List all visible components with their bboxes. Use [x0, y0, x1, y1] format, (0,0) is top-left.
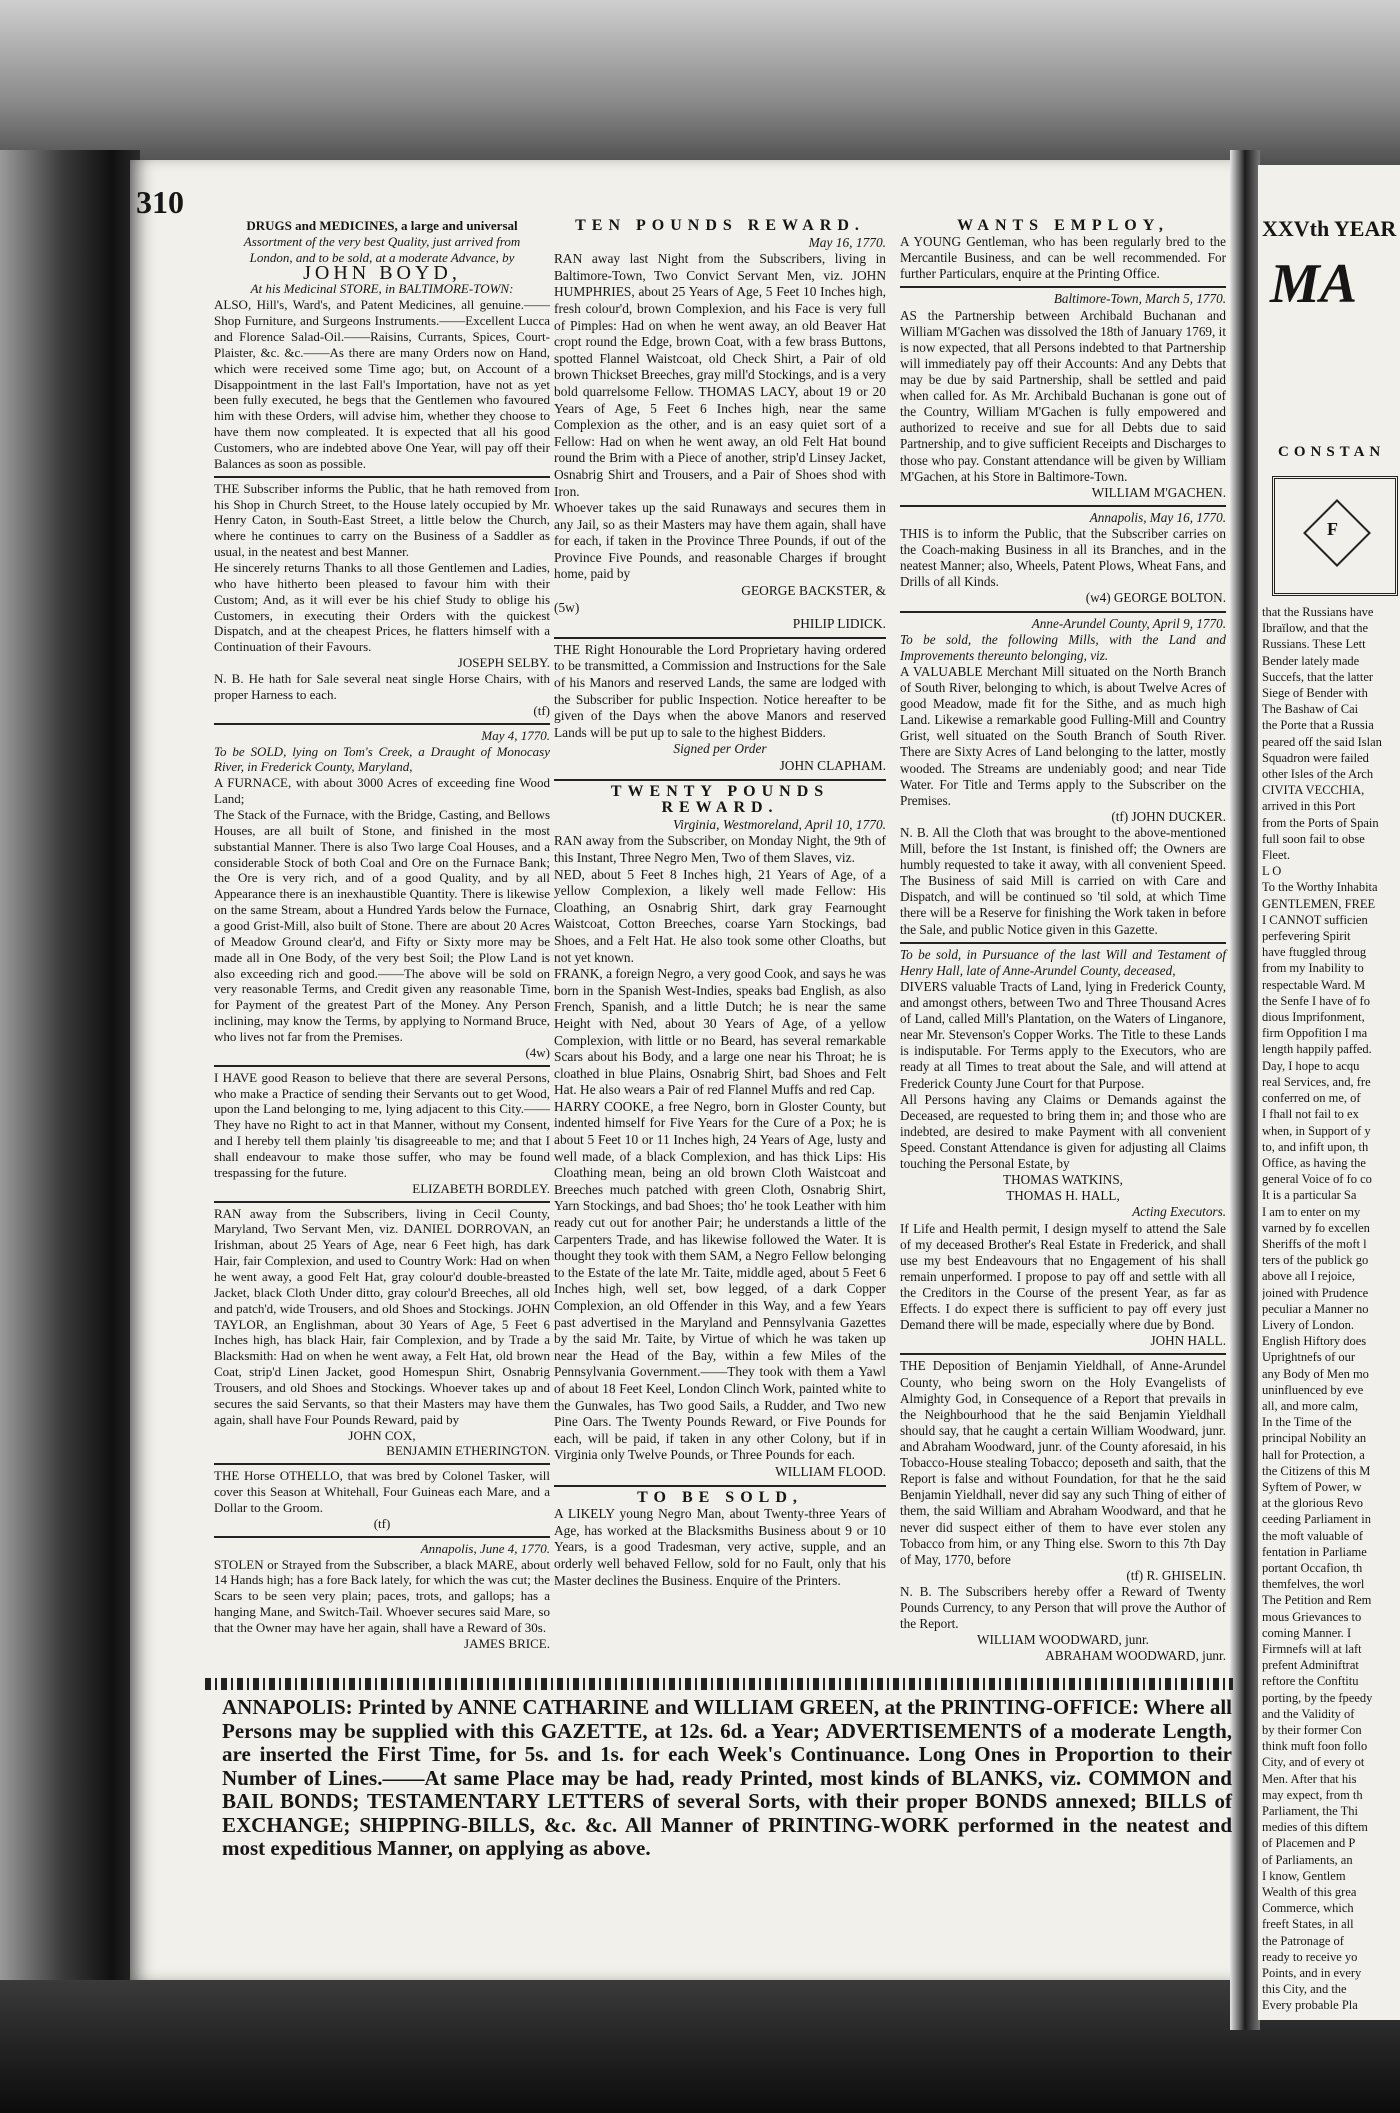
facing-page-title: MA	[1270, 253, 1358, 315]
facing-page-line: ceeding Parliament in	[1262, 1512, 1371, 1527]
facing-page-line: hall for Protection, a	[1262, 1447, 1365, 1462]
wants-body: A YOUNG Gentleman, who has been regularly bred to the Mercantile Business, and can be well recommended. For further Particulars, enquire at the Printing Office.	[900, 234, 1226, 282]
selby-code: (tf)	[533, 702, 550, 718]
twenty-ned: NED, about 5 Feet 8 Inches high, 21 Years of Age, of a yellow Complexion, a likely well made Fellow: His Cloathing, an Osnabrig Shirt, dark gray Fearnought Waistcoat, Cotton Breeches, coarse Yarn Stockings, bad Shoes, and a Felt Hat. He also took some other Cloaths, but not yet known.	[554, 866, 886, 965]
rule	[554, 779, 886, 781]
column-2	[554, 218, 886, 1593]
yieldhall-body: THE Deposition of Benjamin Yieldhall, of Anne-Arundel County, who being sworn on the Holy Evangelists of Almighty God, in Consequence of a Report that prevails in the Neighbourhood that he the said Benjamin Yieldhall should say, that he caught a certain William Woodward, junr. and Abraham Woodward, junr. of the County aforesaid, in his Tobacco-House stealing Tobacco; deposeth and saith, that the Report is false and without Foundation, for that he the said Benjamin Yieldhall, never did say any such Thing of either of them, the said William and Abraham Woodward, and that he never did suspect either of them to have ever stolen any Tobacco from him, or any Thing else. Sworn to this 7th Day of May, 1770, before	[900, 1358, 1226, 1567]
rule	[554, 1485, 886, 1487]
facing-page-line: freeft States, in all	[1262, 1917, 1354, 1932]
furnace-body: The Stack of the Furnace, with the Bridge, Casting, and Bellows Houses, are all built of Stone, and finished in the most substantial Manner. There is also Two large Coal Houses, and a considerable Stock of both Coal and Ore on the Furnace Bank; the Ore is very rich, and of a good Quality, and by all Appearance there is an inexhaustible Quantity. There is likewise on the same Stream, about a Hundred Yards below the Furnace, a good Grist-Mill, also built of Stone. There are about 20 Acres of Meadow Ground clear'd, and Fifty or Sixty more may be made all in One Body, of the very best Soil; the Plow Land is also exceeding rich and good.——The above will be sold on very reasonable Terms, and Credit given any reasonable Time, for Payment of the greatest Part of the Money. Any Person inclining, may know the Terms, by applying to Normand Bruce, who lives not far from the Premises.	[214, 806, 550, 1044]
facing-page-dateline: CONSTAN	[1278, 444, 1386, 460]
mcgachen-date: Baltimore-Town, March 5, 1770.	[1053, 291, 1226, 307]
facing-page-line: It is a particular Sa	[1262, 1188, 1357, 1203]
facing-page-line: above all I rejoice,	[1262, 1269, 1356, 1284]
proprietary-order: Signed per Order	[673, 741, 767, 757]
facing-page-line: general Voice of fo co	[1262, 1172, 1372, 1187]
facing-page-line: coming Manner. I	[1262, 1625, 1352, 1640]
facing-page-line: think muft foon follo	[1262, 1739, 1368, 1754]
facing-page-line: prefent Adminiftrat	[1262, 1658, 1359, 1673]
facing-page-line: any Body of Men mo	[1262, 1366, 1369, 1381]
mcgachen-sign: WILLIAM M'GACHEN.	[1091, 484, 1226, 500]
ornamental-border	[205, 1678, 1233, 1690]
ad-ducker	[900, 616, 1226, 938]
twenty-frank: FRANK, a foreign Negro, a very good Cook, and says he was born in the Spanish West-Indies, speaks bad English, as also French, Spanish, and a little Dutch; he is near the same Height with Ned, about 30 Years of Age, of a yellow Complexion, with little or no Beard, has several remarkable Scars about his Body, and a large one near his Throat; he is cloathed in blue Plains, Osnabrig Shirt, bad Shoes and Felt Hat. He also wears a Pair of red Flannel Muffs and red Cap.	[554, 966, 886, 1098]
hall-body: DIVERS valuable Tracts of Land, lying in Frederick County, and amongst others, between Two and Three Thousand Acres of Land, called Mill's Plantation, on the Waters of Linganore, near Mr. Stevenson's Copper Works. The Title to these Lands is indisputable. For Terms apply to the Executors, who are ready at all Times to treat about the Sale, and will attend at Frederick County June Court for that Purpose.	[900, 978, 1226, 1091]
brice-sign: JAMES BRICE.	[464, 1635, 550, 1651]
facing-page-line: by their former Con	[1262, 1723, 1362, 1738]
facing-page-line: all, and more calm,	[1262, 1398, 1359, 1413]
facing-page-line: Firmnefs will at laft	[1262, 1642, 1362, 1656]
ten-sign1: GEORGE BACKSTER, &	[741, 583, 886, 599]
bolton-date: Annapolis, May 16, 1770.	[1089, 509, 1226, 525]
brice-body: STOLEN or Strayed from the Subscriber, a black MARE, about 14 Hands high; has a fore Back lately, for which the was cut; the Scars to be seen very plain; paces, trots, and gallops; has a hanging Mane, and Switch-Tail. Whoever secures said Mare, so that the Owner may have her again, shall have a Reward of 30s.	[214, 1556, 550, 1636]
ad-bolton	[900, 510, 1226, 607]
facing-page-line: In the Time of the	[1262, 1415, 1352, 1430]
facing-page-line: joined with Prudence	[1262, 1285, 1369, 1300]
wants-head: WANTS EMPLOY,	[957, 217, 1169, 234]
facing-page-line: this City, and the	[1262, 1982, 1347, 1997]
facing-page-line: Uprightnefs of our	[1262, 1350, 1356, 1365]
boyd-line3: London, and to be sold, at a moderate Advance, by	[249, 249, 515, 265]
bolton-sign: GEORGE BOLTON.	[1113, 590, 1226, 606]
background-top	[0, 0, 1400, 170]
ad-joseph-selby	[214, 481, 550, 719]
rule	[900, 286, 1226, 288]
othello-body: THE Horse OTHELLO, that was bred by Colonel Tasker, will cover this Season at Whitehall, Four Guineas each Mare, and a Dollar to the Groom.	[214, 1468, 550, 1516]
facing-page-line: The Bashaw of Cai	[1262, 702, 1359, 717]
facing-page-line: City, and of every ot	[1262, 1755, 1365, 1770]
facing-page-line: respectable Ward. M	[1262, 977, 1366, 992]
column-1	[214, 218, 550, 1656]
boyd-store: At his Medicinal STORE, in BALTIMORE-TOWN:	[250, 281, 514, 297]
facing-page-line: other Isles of the Arch	[1262, 767, 1374, 782]
facing-page-line: peculiar a Manner no	[1262, 1301, 1369, 1316]
facing-page-line: the moft valuable of	[1262, 1528, 1364, 1543]
boyd-line1: DRUGS and MEDICINES, a large and universal	[246, 218, 518, 233]
yieldhall-code: (tf)	[1126, 1567, 1144, 1583]
hall-body3: If Life and Health permit, I design myself to attend the Sale of my deceased Brother's Real Estate in Frederick, and shall use my best Endeavours that no Engagement of his shall remain unperformed. I propose to pay off and settle with all the Creditors in the Course of the present Year, as far as Effects. I do expect there is sufficient to pay off every just Demand there will be made, especially where due by Bond.	[900, 1220, 1226, 1333]
facing-page-line: may expect, from th	[1262, 1787, 1363, 1802]
facing-page-line: to, and infift upon, th	[1262, 1139, 1369, 1154]
facing-page-line: when, in Support of y	[1262, 1123, 1371, 1138]
facing-page-line: English Hiftory does	[1262, 1334, 1367, 1349]
rule	[900, 1353, 1226, 1355]
book-gutter	[1230, 150, 1260, 2030]
facing-page-line: Wealth of this grea	[1262, 1885, 1357, 1900]
ten-body: RAN away last Night from the Subscribers, living in Baltimore-Town, Two Convict Servant Men, viz. JOHN HUMPHRIES, about 25 Years of Age, 5 Feet 10 Inches high, fresh colour'd, brown Complexion, and his Face is very full of Pimples: Had on when he went away, an old Beaver Hat cropt round the Edge, brown Coat, with a few brass Buttons, spotted Flannel Waistcoat, old Check Shirt, a Pair of old brown Thickset Breeches, gray mill'd Stockings, and is a very bold quarrelsome Fellow. THOMAS LACY, about 19 or 20 Years of Age, 5 Feet 6 Inches high, near the same Complexion as the other, and is an easy quiet sort of a Fellow: Had on when he went away, an old Felt Hat bound round the Brim with a Piece of another, strip'd Linsey Jacket, Osnabrig Shirt and Trousers, and a Pair of Shoes shod with Iron.	[554, 251, 886, 499]
book-binding	[0, 150, 140, 2113]
twenty-sign: WILLIAM FLOOD.	[775, 1463, 886, 1479]
hall-sign1: THOMAS WATKINS,	[1003, 1172, 1123, 1188]
facing-page-line: have ftuggled throug	[1262, 945, 1367, 960]
negro-head: TO BE SOLD,	[637, 1488, 803, 1506]
ad-bordley	[214, 1070, 550, 1197]
facing-page-line: conferred on me, of	[1262, 1091, 1361, 1106]
ad-brice	[214, 1541, 550, 1652]
facing-page-line: Livery of London.	[1262, 1317, 1354, 1332]
facing-page-line: the Senfe I have of fo	[1262, 993, 1370, 1008]
ad-john-boyd	[214, 218, 550, 472]
rule	[214, 476, 550, 478]
selby-nb: N. B. He hath for Sale several neat single Horse Chairs, with proper Harness to each.	[214, 671, 550, 702]
facing-page-line: Sheriffs of the moft l	[1262, 1236, 1367, 1251]
facing-page-line: Syftem of Power, w	[1262, 1479, 1362, 1494]
facing-page-header: XXVth YEAR	[1262, 216, 1397, 241]
facing-page-line: I CANNOT sufficien	[1262, 912, 1368, 927]
bordley-sign: ELIZABETH BORDLEY.	[412, 1180, 550, 1196]
proprietary-sign: JOHN CLAPHAM.	[779, 758, 886, 773]
othello-code: (tf)	[373, 1515, 391, 1531]
facing-page-line: and the Validity of	[1262, 1706, 1355, 1721]
yieldhall-sign2: ABRAHAM WOODWARD, junr.	[1045, 1648, 1226, 1664]
ducker-sign: JOHN DUCKER.	[1131, 808, 1226, 824]
boyd-body: ALSO, Hill's, Ward's, and Patent Medicines, all genuine.——Shop Furniture, and Surgeons Instruments.——Excellent Lucca and Florence Salad-Oil.——Raisins, Currants, Spices, Court-Plaister, &c. &c.——As there are many Orders now on Hand, which were received some Time ago; but, on Account of a Disappointment in the last Fall's Importation, have not as yet been fully executed, he begs that the Gentlemen who favoured him with these Orders, will advise him, whether they choose to have them now compleated. It is expected that all his good Customers, who are indebted above One Year, will pay off their Balances as soon as possible.	[214, 297, 550, 471]
facing-page-line: Parliament, the Thi	[1262, 1804, 1358, 1819]
facing-page-line: Points, and in every	[1262, 1966, 1362, 1981]
facing-page-line: GENTLEMEN, FREE	[1262, 896, 1376, 911]
brice-date: Annapolis, June 4, 1770.	[420, 1540, 550, 1556]
facing-page-line: of Placemen and P	[1262, 1836, 1356, 1851]
facing-page-line: To the Worthy Inhabita	[1262, 880, 1378, 895]
facing-page-line: fentation in Parliame	[1262, 1544, 1367, 1559]
ad-othello	[214, 1468, 550, 1531]
facing-page-line: Men. After that his	[1262, 1771, 1357, 1786]
facing-page-line: arrived in this Port	[1262, 799, 1356, 814]
facing-page-line: Every probable Pla	[1262, 1998, 1358, 2013]
facing-page-text	[1262, 604, 1398, 2014]
furnace-intro: To be SOLD, lying on Tom's Creek, a Draught of Monocasy River, in Frederick County, Maryland,	[214, 743, 550, 775]
ducker-body: A VALUABLE Merchant Mill situated on the North Branch of South River, belonging to which, is about Twelve Acres of good Meadow, made fit for the Sithe, and as much high Land. Likewise a remarkable good Fulling-Mill and Country Grist, well situated on the South Branch of South River. There are Sixty Acres of Land belonging to the latter, mostly wooded. The Streams are undeniably good; and near Tide Water. For Title and Terms apply to the Subscriber on the Premises.	[900, 663, 1226, 808]
ducker-code: (tf)	[1111, 808, 1129, 824]
facing-page-line: reftore the Conftitu	[1262, 1674, 1359, 1689]
rule	[214, 1463, 550, 1465]
facing-page-line: real Services, and, fre	[1262, 1074, 1371, 1089]
facing-page-line: Fleet.	[1262, 848, 1291, 863]
facing-page-line: uninfluenced by eve	[1262, 1382, 1364, 1397]
ten-sign2: PHILIP LIDICK.	[792, 616, 886, 632]
hall-role: Acting Executors.	[1132, 1204, 1226, 1220]
facing-page-line: Day, I hope to acqu	[1262, 1058, 1360, 1073]
ornament-letter: F	[1327, 519, 1338, 539]
facing-page-line: firm Oppofition I ma	[1262, 1026, 1368, 1041]
rule	[214, 1201, 550, 1203]
facing-page-line: Ibraïlow, and that the	[1262, 621, 1369, 636]
hall-intro: To be sold, in Pursuance of the last Will and Testament of Henry Hall, late of Anne-Arundel County, deceased,	[900, 946, 1226, 978]
facing-page-line: Squadron were failed	[1262, 750, 1369, 765]
facing-page-line: portant Occafion, th	[1262, 1560, 1363, 1575]
twenty-harry: HARRY COOKE, a free Negro, born in Gloster County, but indented himself for Five Years for the Cure of a Pox; he is about 5 Feet 10 or 11 Inches high, 24 Years of Age, lusty and well made, of a black Complexion, and has thick Lips: His Cloathing mean, being an old brown Cloth Waistcoat and Breeches much patched with green Cloth, Osnabrig Shirt, Yarn Stockings, and bad Shoes; tho' he took Leather with him ready cut out for another Pair; he understands a little of the Carpenters Trade, and has likewise followed the Water. It is thought they took with them SAM, a Negro Fellow belonging to the Estate of the late Mr. Taite, middle aged, about 5 Feet 6 Inches high, well set, bow legged, of a dark Copper Complexion, an old Offender in this Way, and a few Years past advertised in the Maryland and Pennsylvania Gazettes by the said Mr. Taite, by Virtue of which he was taken up near the Head of the Bay, within a few Miles of the Pennsylvania Government.——They took with them a Yawl of about 18 Feet Keel, London Clinch Work, painted white to the Gunwales, has Two good Sails, a Rudder, and Two new Pine Oars. The Twenty Pounds Reward, or Five Pounds for each, will be paid, if taken in any other Colony, but if in Virginia only Twelve Pounds, or Three Pounds for each.	[554, 1098, 886, 1463]
facing-page-line: that the Russians have	[1262, 605, 1374, 619]
yieldhall-sign1: WILLIAM WOODWARD, junr.	[977, 1632, 1149, 1648]
hall-sign2: THOMAS H. HALL,	[1006, 1188, 1120, 1204]
ad-ten-pounds	[554, 218, 886, 633]
facing-page-line: ters of the publick go	[1262, 1253, 1369, 1268]
ad-runaways-cecil	[214, 1206, 550, 1460]
rule	[214, 1065, 550, 1067]
facing-page-line: porting, by the fpeedy	[1262, 1690, 1373, 1705]
facing-page-line: perfevering Spirit	[1262, 929, 1351, 944]
ad-furnace	[214, 728, 550, 1061]
ducker-date: Anne-Arundel County, April 9, 1770.	[1031, 615, 1226, 631]
proprietary-body: THE Right Honourable the Lord Proprietary having ordered to be transmitted, a Commission and Instructions for the Sale of his Manors and reserved Lands, the same are lodged with the Subscriber for public Inspection. Notice hereafter to be given of the Days when the above Manors and reserved Lands will be put up to sale to the highest Bidders.	[554, 641, 886, 740]
rule	[214, 723, 550, 725]
ornament-frame	[1272, 476, 1398, 596]
facing-page-line: length happily paffed.	[1262, 1042, 1372, 1057]
facing-page-line: L O	[1262, 864, 1282, 879]
facing-page-line: full soon fail to obse	[1262, 831, 1365, 846]
facing-page-line: Succefs, that the latter	[1262, 669, 1374, 684]
facing-page-line: Bender lately made	[1262, 653, 1360, 668]
facing-page-line: peared off the said Islan	[1262, 734, 1382, 749]
runaways-sign1: JOHN COX,	[348, 1427, 416, 1443]
bordley-body: I HAVE good Reason to believe that there are several Persons, who make a Practice of sending their Servants out to get Wood, upon the Land belonging to me, lying adjacent to this City.——They have no Right to act in that Manner, without my Consent, and I hereby tell them plainly 'tis disagreeable to me; and that I shall endeavour to make those suffer, who may be found trespassing for the future.	[214, 1069, 550, 1180]
facing-page-line: varned by fo excellen	[1262, 1220, 1370, 1235]
furnace-date: May 4, 1770.	[481, 727, 550, 743]
yieldhall-nb: N. B. The Subscribers hereby offer a Reward of Twenty Pounds Currency, to any Person that will prove the Author of the Report.	[900, 1583, 1226, 1632]
ad-wants-employ	[900, 218, 1226, 282]
background-bottom	[0, 1980, 1400, 2113]
furnace-head: A FURNACE, with about 3000 Acres of exceeding fine Wood Land;	[214, 775, 550, 807]
bolton-code: (w4)	[1085, 590, 1111, 606]
facing-page-line: The Petition and Rem	[1262, 1593, 1372, 1608]
facing-page-line: Commerce, which	[1262, 1901, 1354, 1916]
facing-page-line: from my Inability to	[1262, 961, 1364, 976]
negro-body: A LIKELY young Negro Man, about Twenty-three Years of Age, has worked at the Blacksmiths Business about 9 or 10 Years, is a good Tradesman, very active, supple, and an orderly well behaved Fellow, sold for no Fault, only that his Master declines the Business. Enquire of the Printers.	[554, 1506, 886, 1588]
ten-body2: Whoever takes up the said Runaways and secures them in any Jail, so as their Masters may have them again, shall have for each, if taken in the Province Three Pounds, if out of the Province Five Pounds, and reasonable Charges if brought home, paid by	[554, 500, 886, 582]
facing-page-line: the Citizens of this M	[1262, 1463, 1371, 1478]
facing-page-line: CIVITA VECCHIA,	[1262, 783, 1365, 798]
facing-page-line: mous Grievances to	[1262, 1609, 1362, 1624]
facing-page-line: themfelves, the worl	[1262, 1577, 1365, 1592]
facing-page-line: dious Imprifonment,	[1262, 1010, 1365, 1025]
facing-page-line: I am to enter on my	[1262, 1204, 1361, 1219]
rule	[900, 942, 1226, 944]
ad-mcgachen	[900, 291, 1226, 500]
twenty-date: Virginia, Westmoreland, April 10, 1770.	[672, 816, 886, 832]
furnace-code: (4w)	[525, 1044, 550, 1060]
mcgachen-body: AS the Partnership between Archibald Buchanan and William M'Gachen was dissolved the 18th of January 1769, it is now expected, that all Persons indebted to that Partnership will immediately pay off their Accounts: And any Debts that may be due by said Partnership, shall be settled and paid when called for. As Mr. Archibald Buchanan is gone out of the Country, William M'Gachen is fully empowered and authorized to receive and sue for all Debts due to said Partnership, and to give sufficient Receipts and Discharges to those who pay. Constant attendance will be given by William M'Gachen, at his Store in Baltimore-Town.	[900, 307, 1226, 484]
boyd-line2: Assortment of the very best Quality, just arrived from	[243, 233, 521, 249]
ten-code: (5w)	[554, 599, 580, 615]
rule	[900, 505, 1226, 507]
ad-yieldhall	[900, 1358, 1226, 1664]
ten-date: May 16, 1770.	[808, 234, 886, 250]
ad-hall	[900, 947, 1226, 1350]
imprint: ANNAPOLIS: Printed by ANNE CATHARINE and WILLIAM GREEN, at the PRINTING-OFFICE: Where all Persons may be supplied with this GAZETTE, at 12s. 6d. a Year; ADVERTISEMENTS of a moderate Length, are inserted the First Time, for 5s. and 1s. for each Week's Continuance. Long Ones in Proportion to their Number of Lines.——At same Place may be had, ready Printed, most kinds of BLANKS, viz. COMMON and BAIL BONDS; TESTAMENTARY LETTERS of several Sorts, with their proper BONDS annexed; BILLS of EXCHANGE; SHIPPING-BILLS, &c. &c. All Manner of PRINTING-WORK performed in the neatest and most expeditious Manner, on applying as above.	[222, 1695, 1232, 1860]
bolton-body: THIS is to inform the Public, that the Subscriber carries on the Coach-making Business in all its Branches, and in the neatest Manner; also, Wheels, Patent Plows, Wheat Fans, and Drills of all Kinds.	[900, 525, 1226, 590]
twenty-head: TWENTY POUNDS REWARD.	[610, 782, 830, 817]
facing-page-line: Office, as having the	[1262, 1155, 1366, 1170]
column-3	[900, 218, 1226, 1669]
facing-page-line: the Porte that a Russia	[1262, 718, 1374, 733]
page-number: 310	[136, 184, 184, 220]
facing-page-line: Siege of Bender with	[1262, 686, 1368, 701]
hall-sign3: JOHN HALL.	[1150, 1333, 1226, 1349]
runaways-sign2: BENJAMIN ETHERINGTON.	[386, 1443, 550, 1459]
boyd-name: JOHN BOYD,	[303, 261, 461, 284]
rule	[214, 1536, 550, 1538]
rule	[554, 637, 886, 639]
twenty-body: RAN away from the Subscriber, on Monday Night, the 9th of this Instant, Three Negro Men, Two of them Slaves, viz.	[554, 833, 886, 865]
ducker-nb: N. B. All the Cloth that was brought to the above-mentioned Mill, before the 1st Instant, is finished off; the Owners are humbly requested to take it away, with all convenient Speed. The Business of said Mill is carried on with Care and Dispatch, and will be continued so 'til sold, at which Time there will be a Reserve for finishing the Work taken in before the Sale, and public Notice given in this Gazette.	[900, 824, 1226, 937]
facing-page-line: ready to receive yo	[1262, 1949, 1358, 1964]
ducker-intro: To be sold, the following Mills, with the Land and Improvements thereunto belonging, viz.	[900, 631, 1226, 663]
selby-body2: He sincerely returns Thanks to all those Gentlemen and Ladies, who have hitherto been pleased to favour him with their Custom; And, as it will ever be his chief Study to oblige his Customers, in executing their Orders with the quickest Dispatch, and at the cheapest Prices, he flatters himself with a Continuation of their Favours.	[214, 560, 550, 655]
facing-page-line: principal Nobility an	[1262, 1431, 1367, 1446]
selby-body: THE Subscriber informs the Public, that he hath removed from his Shop in Church Street, to the House lately occupied by Mr. Henry Caton, in South-East Street, a little below the Church, where he continues to carry on the Business of a Saddler as usual, in the neatest and best Manner.	[214, 480, 550, 560]
runaways-body: RAN away from the Subscribers, living in Cecil County, Maryland, Two Servant Men, viz. DANIEL DORROVAN, an Irishman, about 25 Years of Age, near 6 Feet high, has dark Hair, fair Complexion, and used to Country Work: Had on when he went away, a good Felt Hat, gray colour'd double-breasted Jacket, black Cloth Under ditto, gray colour'd Breeches, all old and patch'd, wide Trousers, and old Shoes and Stockings. JOHN TAYLOR, an Englishman, about 30 Years of Age, 5 Feet 6 Inches high, has black Hair, fair Complexion, and by Trade a Blacksmith: Had on when he went away, a Felt Hat, old brown Coat, strip'd Linen Jacket, good Homespun Shirt, Osnabrig Trousers, and old Shoes and Stockings. Whoever takes up and secures the said Servants, so that their Masters may have them again, shall have Four Pounds Reward, paid by	[214, 1205, 550, 1427]
facing-page-line: I know, Gentlem	[1262, 1868, 1346, 1883]
facing-page-line: Russians. These Lett	[1262, 637, 1366, 652]
facing-page-line: at the glorious Revo	[1262, 1496, 1364, 1511]
hall-body2: All Persons having any Claims or Demands against the Deceased, are requested to bring them in; and those who are indebted, are desired to make Payment with all convenient Speed. Constant Attendance is given for adjusting all Claims touching the Personal Estate, by	[900, 1091, 1226, 1172]
ten-head: TEN POUNDS REWARD.	[575, 217, 865, 234]
rule	[900, 611, 1226, 613]
facing-page-line: I fhall not fail to ex	[1262, 1107, 1359, 1122]
selby-sign: JOSEPH SELBY.	[457, 655, 550, 671]
ad-twenty-pounds	[554, 784, 886, 1481]
facing-page-line: the Patronage of	[1262, 1933, 1344, 1948]
yieldhall-sign: R. GHISELIN.	[1146, 1567, 1226, 1583]
facing-page-line: of Parliaments, an	[1262, 1852, 1353, 1867]
facing-page-line: medies of this diftem	[1262, 1820, 1368, 1835]
ad-proprietary	[554, 642, 886, 775]
facing-page-line: from the Ports of Spain	[1262, 815, 1379, 830]
ad-negro-man	[554, 1490, 886, 1590]
